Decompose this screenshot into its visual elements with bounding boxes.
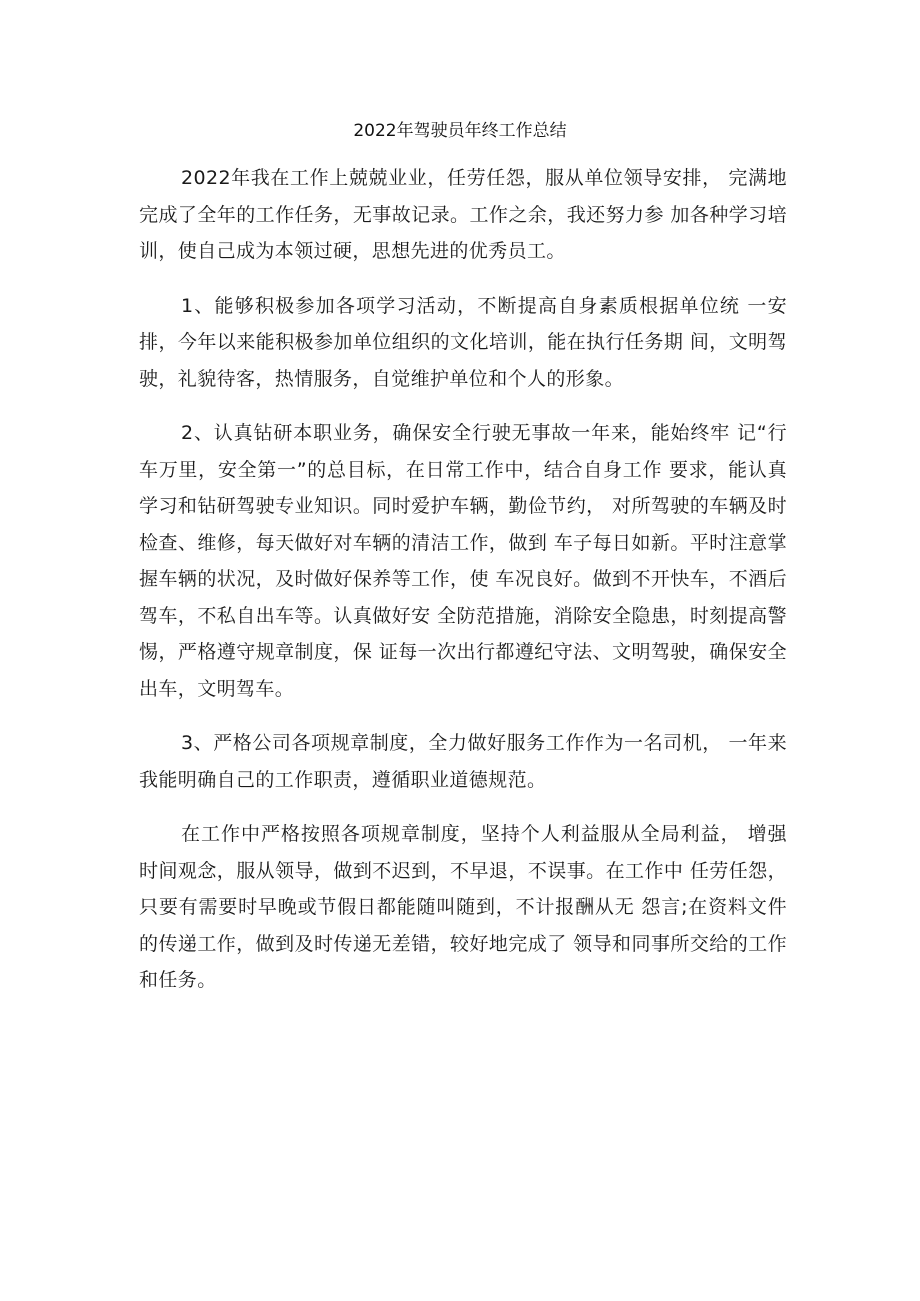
paragraph-closing: 在工作中严格按照各项规章制度，坚持个人利益服从全局利益， 增强时间观念，服从领导，做到不迟到，不早退，不误事。在工作中 任劳任怨，只要有需要时早晚或节假日都能随叫随到，不计报酬从无 怨言;在资料文件的传递工作，做到及时传递无差错，较好地完成了 领导和同事所交给的工作和任务。 (139, 823, 787, 991)
paragraph-intro: 2022年我在工作上兢兢业业，任劳任怨，服从单位领导安排， 完满地完成了全年的工作任务，无事故记录。工作之余，我还努力参 加各种学习培训，使自己成为本领过硬，思想先进的优秀员工。 (139, 167, 787, 262)
document-body (139, 160, 787, 1017)
document-title: 2022年驾驶员年终工作总结 (353, 121, 567, 141)
paragraph-item-2: 2、认真钻研本职业务，确保安全行驶无事故一年来，能始终牢 记“行车万里，安全第一”的总目标，在日常工作中，结合自身工作 要求，能认真学习和钻研驾驶专业知识。同时爱护车辆，勤俭节约， 对所驾驶的车辆及时检查、维修，每天做好对车辆的清洁工作，做到 车子每日如新。平时注意掌握车辆的状况，及时做好保养等工作，使 车况良好。做到不开快车，不酒后驾车，不私自出车等。认真做好安 全防范措施，消除安全隐患，时刻提高警惕，严格遵守规章制度，保 证每一次出行都遵纪守法、文明驾驶，确保安全出车，文明驾车。 (139, 422, 787, 700)
paragraph-item-3: 3、严格公司各项规章制度，全力做好服务工作作为一名司机， 一年来我能明确自己的工作职责，遵循职业道德规范。 (139, 732, 787, 791)
paragraph-item-1: 1、能够积极参加各项学习活动，不断提高自身素质根据单位统 一安排，今年以来能积极参加单位组织的文化培训，能在执行任务期 间，文明驾驶，礼貌待客，热情服务，自觉维护单位和个人的形象。 (139, 294, 787, 390)
